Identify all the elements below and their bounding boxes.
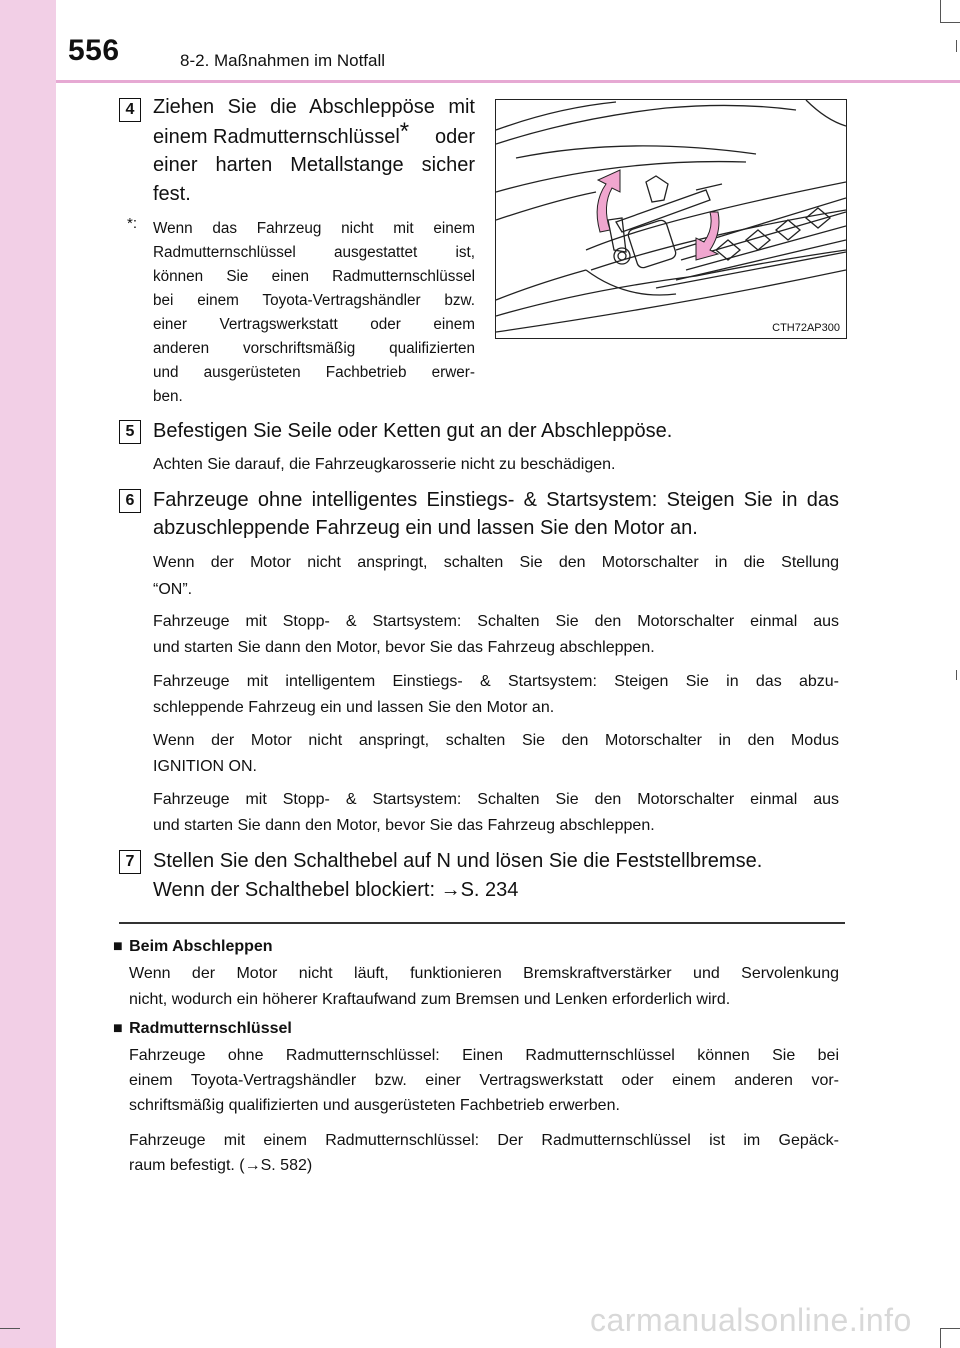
header-rule <box>56 80 960 83</box>
page-number: 556 <box>68 34 120 67</box>
watermark: carmanualsonline.info <box>590 1302 912 1338</box>
step-4-line-3: einer harten Metallstange sicher <box>153 154 475 176</box>
step-4-note-marker: *: <box>127 215 138 232</box>
note-line: Fahrzeuge ohne Radmutternschlüssel: Einen Radmutternschlüssel können Sie bei <box>129 1047 839 1064</box>
crop-mark <box>940 22 960 23</box>
step-6-para-line: IGNITION ON. <box>153 758 257 775</box>
step-6-para-line: Fahrzeuge mit Stopp- & Startsystem: Schalten Sie den Motorschalter einmal aus <box>153 791 839 808</box>
step-4-note-line: können Sie einen Radmutternschlüssel <box>153 268 475 285</box>
step-7-badge: 7 <box>119 850 141 874</box>
step-4-asterisk: * <box>399 118 410 146</box>
crop-mark <box>940 0 941 22</box>
step-4-note-line: einer Vertragswerkstatt oder einem <box>153 316 475 333</box>
step-4-note-line: Wenn das Fahrzeug nicht mit einem <box>153 220 475 237</box>
step-4-note-line: bei einem Toyota-Vertragshändler bzw. <box>153 292 475 309</box>
square-bullet-icon: ■ <box>113 1020 123 1037</box>
note-line: Fahrzeuge mit einem Radmutternschlüssel: Der Radmutternschlüssel ist im Gepäck- <box>129 1132 839 1149</box>
step-6-main-line: Fahrzeuge ohne intelligentes Einstiegs- & Startsystem: Steigen Sie in das <box>153 489 839 511</box>
step-4-note-line: und ausgerüsteten Fachbetrieb erwer- <box>153 364 475 381</box>
step-4-oder: oder <box>434 126 475 148</box>
side-color-band <box>0 0 56 1348</box>
crop-mark <box>0 1328 20 1329</box>
step-4-badge: 4 <box>119 98 141 122</box>
step-7-main-line: Stellen Sie den Schalthebel auf N und lösen Sie die Feststellbremse. <box>153 850 763 872</box>
step-7-main-line: Wenn der Schalthebel blockiert: →S. 234 <box>153 879 519 901</box>
crop-mark <box>940 1328 960 1329</box>
step-6-para-line: Wenn der Motor nicht anspringt, schalten Sie den Motorschalter in die Stellung <box>153 554 839 571</box>
bumper-drawing <box>496 100 846 338</box>
step-6-para-line: Wenn der Motor nicht anspringt, schalten Sie den Motorschalter in den Modus <box>153 732 839 749</box>
step-4-line-4: fest. <box>153 183 191 205</box>
step-5-sub: Achten Sie darauf, die Fahrzeugkarosserie nicht zu beschädigen. <box>153 456 616 473</box>
note-line: nicht, wodurch ein höherer Kraftaufwand zum Bremsen und Lenken erforderlich wird. <box>129 991 731 1008</box>
section-title: 8-2. Maßnahmen im Notfall <box>180 51 386 70</box>
square-bullet-icon: ■ <box>113 938 123 955</box>
note-heading-text: Radmutternschlüssel <box>129 1020 292 1037</box>
step-4-note-line: Radmutternschlüssel ausgestattet ist, <box>153 244 475 261</box>
crop-mark <box>956 40 957 52</box>
figure-code: CTH72AP300 <box>772 322 840 334</box>
step-6-main-line: abzuschleppende Fahrzeug ein und lassen Sie den Motor an. <box>153 517 698 539</box>
step-6-para-line: Fahrzeuge mit Stopp- & Startsystem: Schalten Sie den Motorschalter einmal aus <box>153 613 839 630</box>
note-heading <box>113 1020 292 1038</box>
crop-mark <box>956 670 957 680</box>
step-4-note-line: anderen vorschriftsmäßig qualifizierten <box>153 340 475 357</box>
step-4-wrench-word: einem Radmutternschlüssel <box>153 126 400 148</box>
note-line: raum befestigt. (→S. 582) <box>129 1157 313 1174</box>
step-6-para-line: Fahrzeuge mit intelligentem Einstiegs- & Startsystem: Steigen Sie in das abzu- <box>153 673 839 690</box>
note-heading <box>113 938 273 956</box>
note-line: Wenn der Motor nicht läuft, funktionieren Bremskraftverstärker und Servolenkung <box>129 965 839 982</box>
step-6-para-line: schleppende Fahrzeug ein und lassen Sie den Motor an. <box>153 699 555 716</box>
crop-mark <box>940 1328 941 1348</box>
step-6-para-line: “ON”. <box>153 581 193 598</box>
note-heading-text: Beim Abschleppen <box>129 938 273 955</box>
step-6-para-line: und starten Sie dann den Motor, bevor Sie das Fahrzeug abschleppen. <box>153 639 655 656</box>
note-line: einem Toyota-Vertragshändler bzw. einer Vertragswerkstatt oder einem anderen vor- <box>129 1072 839 1089</box>
note-line: schriftsmäßig qualifizierten und ausgerüsteten Fachbetrieb erwerben. <box>129 1097 620 1114</box>
tow-eye-illustration <box>495 99 847 339</box>
step-5-badge: 5 <box>119 420 141 444</box>
step-6-badge: 6 <box>119 489 141 513</box>
step-6-para-line: und starten Sie dann den Motor, bevor Sie das Fahrzeug abschleppen. <box>153 817 655 834</box>
step-5-main: Befestigen Sie Seile oder Ketten gut an der Abschleppöse. <box>153 420 673 442</box>
rotate-arrow-down-icon <box>696 212 719 260</box>
step-4-note-line: ben. <box>153 388 183 405</box>
step-4-line-1: Ziehen Sie die Abschleppöse mit <box>153 96 475 118</box>
step-4-line-2 <box>153 118 475 148</box>
section-divider <box>119 922 845 924</box>
